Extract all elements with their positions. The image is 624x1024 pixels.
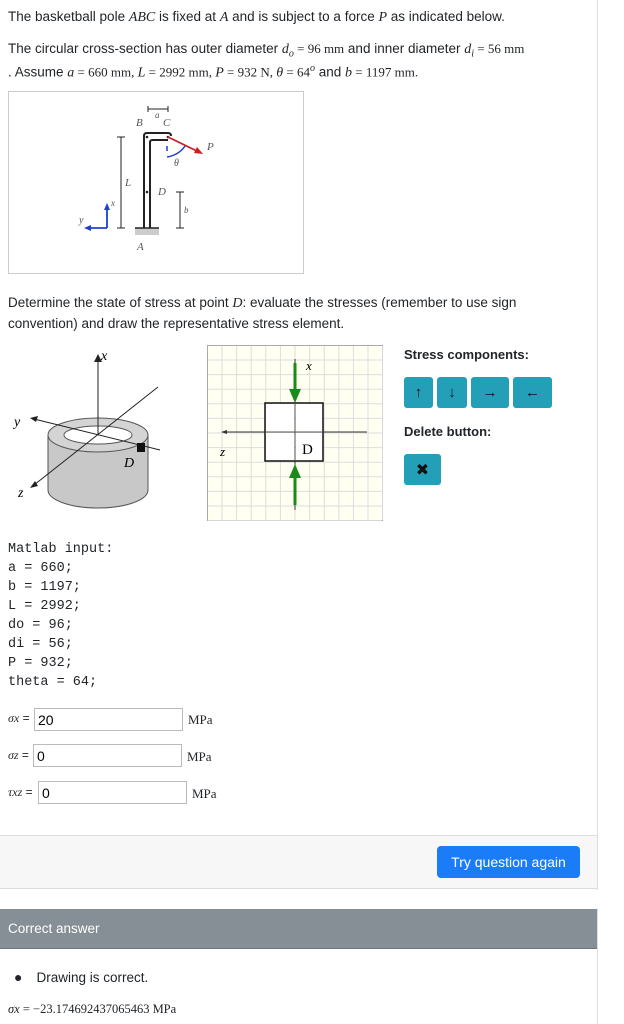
arrow-left-button[interactable] <box>513 377 552 408</box>
matlab-input <box>8 540 113 692</box>
tau-xz-unit: MPa <box>192 786 217 801</box>
delete-button[interactable] <box>404 454 441 485</box>
axis-z-label: z <box>220 444 226 459</box>
arrow-up-icon: ↑ <box>414 384 423 401</box>
sigma-x-label: σx = <box>8 711 30 725</box>
label-D: D <box>158 186 166 198</box>
matlab-line: do = 96; <box>8 618 73 633</box>
intro-line-2: The circular cross-section has outer diameter $d_o = 96$ mm and inner diameter $d_i = 56$ mm <box>8 41 525 60</box>
delete-label: Delete button: <box>404 424 492 439</box>
stress-element-canvas[interactable] <box>207 345 383 521</box>
bullet-item: ● Drawing is correct. <box>14 969 149 985</box>
card-border <box>597 908 598 1024</box>
matlab-title: Matlab input: <box>8 542 114 557</box>
cylinder-figure <box>0 340 200 510</box>
arrow-right-icon: → <box>482 384 498 401</box>
matlab-line: theta = 64; <box>8 675 98 690</box>
intro-line-3: . Assume a = 660 mm, L = 2992 mm, P = 932 N, $\theta = 64^o$ and b = 1197 mm. <box>8 63 419 81</box>
axis-x-label: x <box>306 358 312 373</box>
label-L: L <box>125 177 132 189</box>
sigma-z-label: σz = <box>8 748 29 762</box>
axis-x-label: x <box>101 349 108 364</box>
sigma-x-input[interactable] <box>34 708 183 731</box>
tau-xz-label: τxz = <box>8 785 33 799</box>
arrow-right-button[interactable] <box>471 377 509 408</box>
label-B: B <box>136 117 143 129</box>
correct-answer-header: Correct answer <box>0 909 597 949</box>
try-question-again-button[interactable]: Try question again <box>437 846 580 878</box>
arrow-down-button[interactable] <box>437 377 467 408</box>
label-C: C <box>163 117 171 129</box>
axis-z-label: z <box>18 486 24 501</box>
sigma-x-unit: MPa <box>188 712 213 727</box>
sigma-z-input[interactable] <box>33 744 182 767</box>
matlab-line: P = 932; <box>8 656 73 671</box>
arrow-down-icon: ↓ <box>448 384 456 401</box>
matlab-line: L = 2992; <box>8 599 81 614</box>
matlab-line: b = 1197; <box>8 580 81 595</box>
arrow-up-button[interactable] <box>404 377 433 408</box>
label-x: x <box>111 198 115 208</box>
label-theta: θ <box>174 158 179 169</box>
correct-sigma-x: σx = −23.174692437065463 MPa <box>8 1002 177 1016</box>
tau-xz-input[interactable] <box>38 781 187 804</box>
label-A: A <box>137 241 144 253</box>
label-b: b <box>184 205 189 215</box>
label-a: a <box>155 110 160 120</box>
sigma-z-unit: MPa <box>187 749 212 764</box>
label-y: y <box>79 215 84 226</box>
matlab-line: di = 56; <box>8 637 73 652</box>
close-icon: ✖ <box>415 461 430 479</box>
stress-components-label: Stress components: <box>404 347 529 362</box>
card-border <box>597 0 598 890</box>
axis-y-label: y <box>14 415 21 430</box>
matlab-line: a = 660; <box>8 561 73 576</box>
point-d-label: D <box>124 456 135 471</box>
point-d-label: D <box>302 442 313 458</box>
pole-figure <box>8 91 304 274</box>
question-text: Determine the state of stress at point D: evaluate the stresses (remember to use sign convention) and draw the representative stress element. <box>8 295 517 331</box>
arrow-left-icon: ← <box>525 384 540 401</box>
label-P: P <box>207 141 214 153</box>
bullet-text: Drawing is correct. <box>36 970 149 985</box>
intro-line-1: The basketball pole ABC is fixed at A and is subject to a force P as indicated below. <box>8 9 505 25</box>
